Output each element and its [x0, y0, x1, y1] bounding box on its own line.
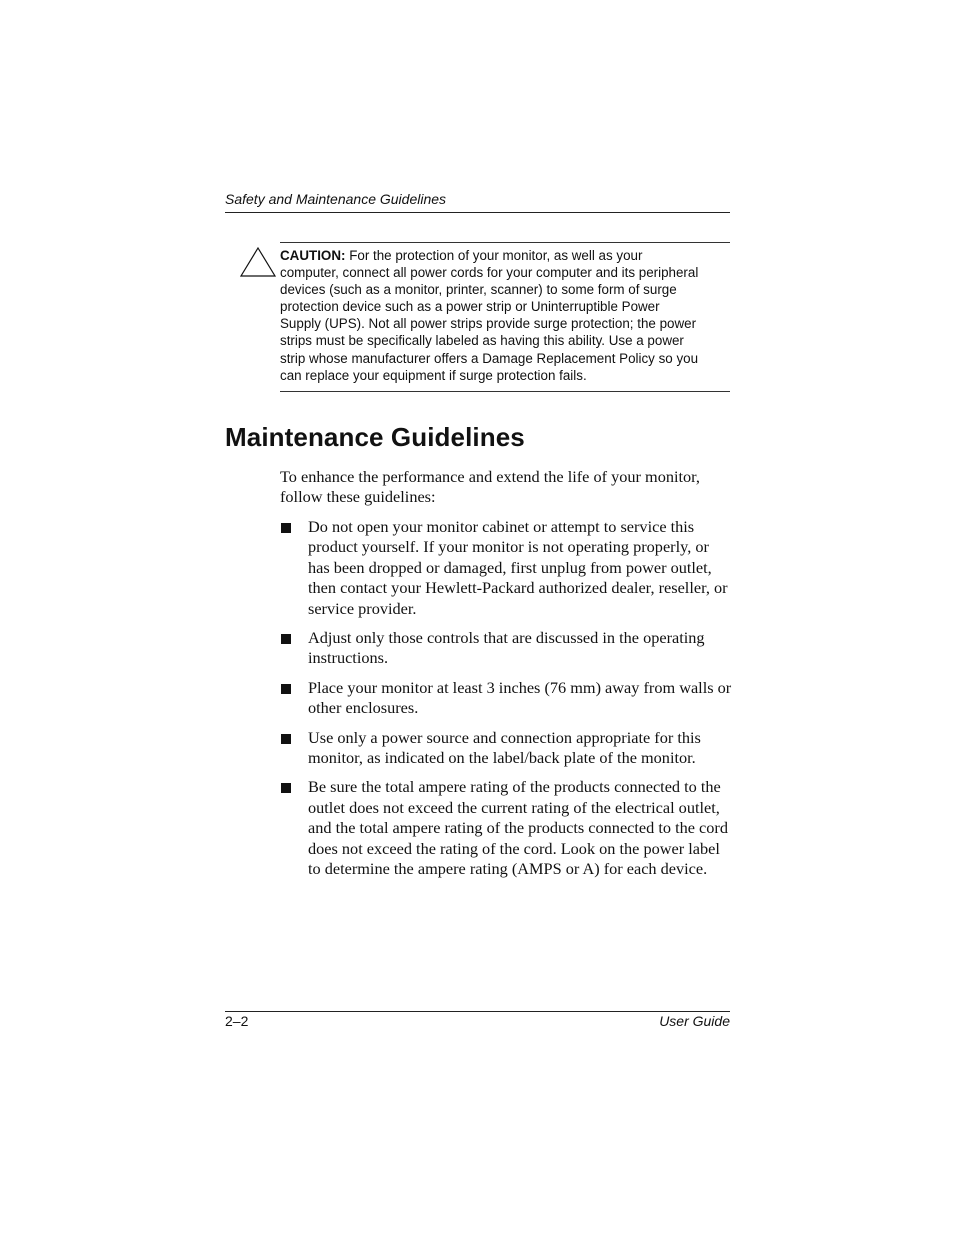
page-number: 2–2: [225, 1013, 249, 1029]
list-item: [280, 777, 732, 879]
header-rule: [225, 212, 730, 213]
square-bullet-icon: [281, 684, 291, 694]
caution-triangle-icon: [239, 246, 277, 278]
list-item: [280, 678, 732, 719]
list-item: [280, 628, 732, 669]
square-bullet-icon: [281, 783, 291, 793]
list-item-text: Do not open your monitor cabinet or attempt to service this product yourself. If your monitor is not operating properly, or has been dropped or damaged, first unplug from power outlet, then contact your Hewlett-Packard authorized dealer, reseller, or service provider.: [308, 517, 728, 618]
caution-top-rule: [280, 242, 730, 243]
list-item-text: Adjust only those controls that are discussed in the operating instructions.: [308, 628, 705, 668]
intro-paragraph: To enhance the performance and extend the life of your monitor, follow these guidelines:: [280, 467, 700, 507]
list-item-text: Place your monitor at least 3 inches (76 mm) away from walls or other enclosures.: [308, 677, 732, 718]
square-bullet-icon: [281, 634, 291, 644]
footer-rule: [225, 1011, 730, 1012]
list-item: [280, 728, 732, 769]
caution-note: [280, 247, 700, 384]
square-bullet-icon: [281, 523, 291, 533]
running-header: Safety and Maintenance Guidelines: [225, 191, 447, 207]
list-item: [280, 517, 732, 619]
caution-text: For the protection of your monitor, as well as your computer, connect all power cords for your computer and its peripheral devices (such as a monitor, printer, scanner) to some form of surge protection device such as a power strip or Uninterruptible Power Supply (UPS). Not all power strips provide surge protection; the power strips must be specifically labeled as having this ability. Use a power strip whose manufacturer offers a Damage Replacement Policy so you can replace your equipment if surge protection fails.: [280, 248, 699, 383]
caution-label: CAUTION:: [280, 248, 346, 263]
caution-bottom-rule: [280, 391, 730, 392]
list-item-text: Be sure the total ampere rating of the products connected to the outlet does not exceed the current rating of the electrical outlet, and the total ampere rating of the products connected to the cord does not exceed the rating of the cord. Look on the power label to determine the ampere rating (AMPS or A) for each device.: [308, 777, 728, 879]
footer-doc-title: User Guide: [659, 1013, 730, 1029]
guideline-list: [280, 517, 732, 889]
section-title: Maintenance Guidelines: [225, 422, 525, 452]
list-item-text: Use only a power source and connection appropriate for this monitor, as indicated on the label/back plate of the monitor.: [308, 727, 701, 768]
square-bullet-icon: [281, 734, 291, 744]
